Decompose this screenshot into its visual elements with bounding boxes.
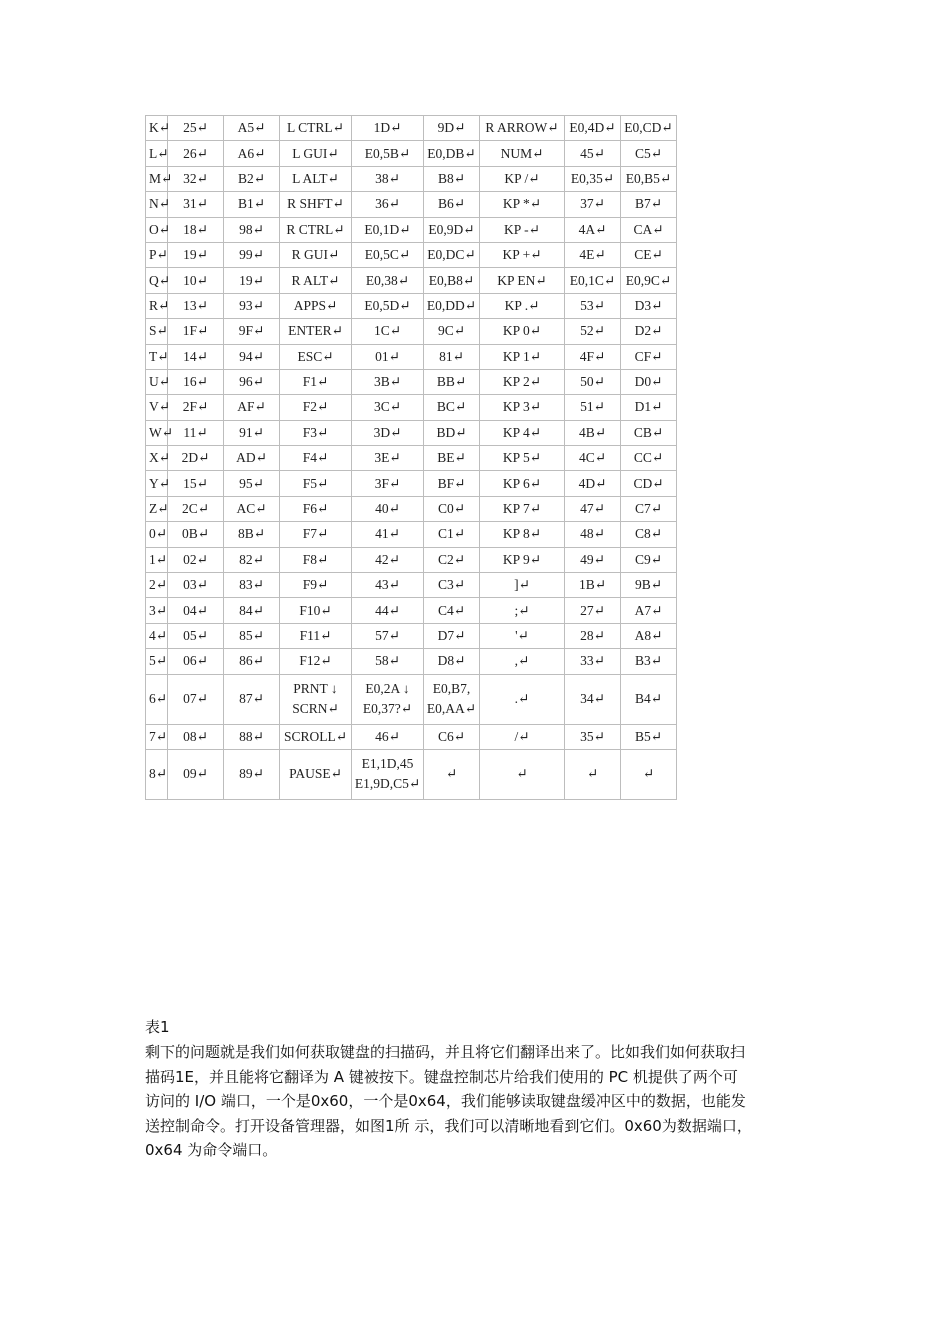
table-row [146, 319, 677, 344]
table-cell: 4B↵ [565, 420, 621, 445]
table-cell: 9D↵ [424, 116, 480, 141]
table-row [146, 547, 677, 572]
table-cell: 27↵ [565, 598, 621, 623]
table-cell: B1↵ [224, 192, 280, 217]
table-cell: .↵ [480, 674, 565, 724]
table-cell: ,↵ [480, 649, 565, 674]
table-cell: C5↵ [621, 141, 677, 166]
table-row [146, 724, 677, 749]
table-cell: 4D↵ [565, 471, 621, 496]
table-cell: KP 9↵ [480, 547, 565, 572]
table-row [146, 649, 677, 674]
table-cell: 38↵ [352, 166, 424, 191]
table-cell: AF↵ [224, 395, 280, 420]
table-cell: C6↵ [424, 724, 480, 749]
table-cell: 26↵ [168, 141, 224, 166]
table-cell: 81↵ [424, 344, 480, 369]
table-cell: 01↵ [352, 344, 424, 369]
table-cell: KP +↵ [480, 242, 565, 267]
table-cell: 1D↵ [352, 116, 424, 141]
table-cell: F10↵ [280, 598, 352, 623]
table-cell: 35↵ [565, 724, 621, 749]
table-cell: 34↵ [565, 674, 621, 724]
table-caption: 表1 [145, 1018, 170, 1036]
table-cell: 14↵ [168, 344, 224, 369]
table-cell: KP 8↵ [480, 522, 565, 547]
table-cell: 08↵ [168, 724, 224, 749]
table-cell: 89↵ [224, 749, 280, 799]
table-cell: 0B↵ [168, 522, 224, 547]
table-cell: K↵ [146, 116, 168, 141]
table-cell: 3E↵ [352, 446, 424, 471]
table-cell: 31↵ [168, 192, 224, 217]
paragraph-line: 描码1E，并且能将它翻译为 A 键被按下。键盘控制芯片给我们使用的 PC 机提供了两个可 [145, 1067, 738, 1086]
table-cell: R CTRL↵ [280, 217, 352, 242]
table-cell: 93↵ [224, 293, 280, 318]
table-cell: Z↵ [146, 496, 168, 521]
table-cell: F8↵ [280, 547, 352, 572]
paragraph-line: 0x64 为命令端口。 [145, 1141, 278, 1159]
table-cell: BC↵ [424, 395, 480, 420]
table-cell: 46↵ [352, 724, 424, 749]
table-cell: 3C↵ [352, 395, 424, 420]
table-cell: E0,DB↵ [424, 141, 480, 166]
table-cell: PRNT ↓ SCRN↵ [280, 674, 352, 724]
table-cell: V↵ [146, 395, 168, 420]
table-row [146, 242, 677, 267]
table-cell: 95↵ [224, 471, 280, 496]
table-row [146, 420, 677, 445]
table-cell: M↵ [146, 166, 168, 191]
table-cell: AD↵ [224, 446, 280, 471]
table-cell: ↵ [565, 749, 621, 799]
table-cell: 9F↵ [224, 319, 280, 344]
table-cell: 9B↵ [621, 573, 677, 598]
table-cell: 2C↵ [168, 496, 224, 521]
table-cell: B6↵ [424, 192, 480, 217]
table-cell: NUM↵ [480, 141, 565, 166]
table-cell: 4F↵ [565, 344, 621, 369]
table-cell: E0,4D↵ [565, 116, 621, 141]
table-cell: 03↵ [168, 573, 224, 598]
table-cell: 47↵ [565, 496, 621, 521]
table-row [146, 369, 677, 394]
table-cell: KP EN↵ [480, 268, 565, 293]
table-cell: KP 0↵ [480, 319, 565, 344]
table-cell: 48↵ [565, 522, 621, 547]
table-cell: B4↵ [621, 674, 677, 724]
table-cell: C3↵ [424, 573, 480, 598]
table-cell: 8↵ [146, 749, 168, 799]
table-row [146, 623, 677, 648]
table-row [146, 344, 677, 369]
table-cell: ↵ [424, 749, 480, 799]
table-cell: KP -↵ [480, 217, 565, 242]
paragraph-line: 送控制命令。打开设备管理器，如图1所 示，我们可以清晰地看到它们。0x60为数据端口， [145, 1116, 752, 1135]
table-cell: ESC↵ [280, 344, 352, 369]
table-cell: ↵ [480, 749, 565, 799]
table-cell: F2↵ [280, 395, 352, 420]
table-row [146, 471, 677, 496]
table-cell: 18↵ [168, 217, 224, 242]
table-row [146, 268, 677, 293]
table-cell: Q↵ [146, 268, 168, 293]
table-cell: F1↵ [280, 369, 352, 394]
table-cell: D3↵ [621, 293, 677, 318]
table-cell: E0,9D↵ [424, 217, 480, 242]
table-cell: 9C↵ [424, 319, 480, 344]
table-cell: SCROLL↵ [280, 724, 352, 749]
table-cell: 1B↵ [565, 573, 621, 598]
table-cell: 51↵ [565, 395, 621, 420]
table-cell: E0,CD↵ [621, 116, 677, 141]
table-cell: F12↵ [280, 649, 352, 674]
table-cell: B7↵ [621, 192, 677, 217]
table-cell: 37↵ [565, 192, 621, 217]
table-cell: E0,1C↵ [565, 268, 621, 293]
table-cell: 87↵ [224, 674, 280, 724]
table-row [146, 522, 677, 547]
table-row [146, 141, 677, 166]
table-cell: F7↵ [280, 522, 352, 547]
table-cell: 2D↵ [168, 446, 224, 471]
table-cell: R SHFT↵ [280, 192, 352, 217]
table-cell: 4C↵ [565, 446, 621, 471]
table-cell: F4↵ [280, 446, 352, 471]
table-cell: E0,35↵ [565, 166, 621, 191]
table-cell: 94↵ [224, 344, 280, 369]
table-cell: 1F↵ [168, 319, 224, 344]
table-cell: 96↵ [224, 369, 280, 394]
table-cell: 13↵ [168, 293, 224, 318]
table-cell: 02↵ [168, 547, 224, 572]
table-cell: 83↵ [224, 573, 280, 598]
table-cell: S↵ [146, 319, 168, 344]
table-cell: 06↵ [168, 649, 224, 674]
table-cell: 04↵ [168, 598, 224, 623]
table-cell: CE↵ [621, 242, 677, 267]
table-cell: 6↵ [146, 674, 168, 724]
table-cell: 16↵ [168, 369, 224, 394]
table-cell: C9↵ [621, 547, 677, 572]
table-cell: CB↵ [621, 420, 677, 445]
table-cell: D7↵ [424, 623, 480, 648]
table-cell: /↵ [480, 724, 565, 749]
table-cell: 07↵ [168, 674, 224, 724]
table-cell: F3↵ [280, 420, 352, 445]
table-cell: F6↵ [280, 496, 352, 521]
table-cell: 2F↵ [168, 395, 224, 420]
table-row [146, 395, 677, 420]
table-cell: KP /↵ [480, 166, 565, 191]
table-cell: 7↵ [146, 724, 168, 749]
table-cell: KP 4↵ [480, 420, 565, 445]
table-row [146, 217, 677, 242]
table-cell: ]↵ [480, 573, 565, 598]
table-cell: BD↵ [424, 420, 480, 445]
table-cell: 1C↵ [352, 319, 424, 344]
table-cell: E0,B5↵ [621, 166, 677, 191]
table-cell: R ALT↵ [280, 268, 352, 293]
table-cell: 4↵ [146, 623, 168, 648]
table-cell: 3D↵ [352, 420, 424, 445]
table-cell: O↵ [146, 217, 168, 242]
table-cell: C1↵ [424, 522, 480, 547]
table-cell: BB↵ [424, 369, 480, 394]
table-cell: B5↵ [621, 724, 677, 749]
table-cell: 4E↵ [565, 242, 621, 267]
table-cell: 32↵ [168, 166, 224, 191]
table-cell: 33↵ [565, 649, 621, 674]
table-cell: BF↵ [424, 471, 480, 496]
table-cell: 44↵ [352, 598, 424, 623]
table-cell: AC↵ [224, 496, 280, 521]
table-cell: ↵ [621, 749, 677, 799]
table-cell: B2↵ [224, 166, 280, 191]
table-cell: D0↵ [621, 369, 677, 394]
table-cell: 58↵ [352, 649, 424, 674]
table-cell: 15↵ [168, 471, 224, 496]
table-cell: T↵ [146, 344, 168, 369]
table-cell: 10↵ [168, 268, 224, 293]
table-cell: N↵ [146, 192, 168, 217]
table-cell: 57↵ [352, 623, 424, 648]
table-cell: A7↵ [621, 598, 677, 623]
table-cell: CC↵ [621, 446, 677, 471]
table-cell: A8↵ [621, 623, 677, 648]
table-cell: E0,9C↵ [621, 268, 677, 293]
scan-code-table-body [146, 116, 677, 800]
table-cell: 19↵ [224, 268, 280, 293]
table-cell: 19↵ [168, 242, 224, 267]
body-paragraph [145, 1040, 810, 1163]
table-cell: 3B↵ [352, 369, 424, 394]
table-cell: C4↵ [424, 598, 480, 623]
table-cell: C0↵ [424, 496, 480, 521]
table-cell: E0,5B↵ [352, 141, 424, 166]
table-cell: CA↵ [621, 217, 677, 242]
table-cell: 05↵ [168, 623, 224, 648]
table-cell: R ARROW↵ [480, 116, 565, 141]
table-row [146, 573, 677, 598]
table-cell: 3↵ [146, 598, 168, 623]
table-cell: E0,1D↵ [352, 217, 424, 242]
table-cell: 49↵ [565, 547, 621, 572]
table-row [146, 192, 677, 217]
table-cell: KP *↵ [480, 192, 565, 217]
table-cell: 40↵ [352, 496, 424, 521]
table-row [146, 166, 677, 191]
table-cell: 86↵ [224, 649, 280, 674]
table-cell: 85↵ [224, 623, 280, 648]
table-cell: 98↵ [224, 217, 280, 242]
table-row [146, 749, 677, 799]
table-cell: 25↵ [168, 116, 224, 141]
table-cell: 50↵ [565, 369, 621, 394]
table-cell: 43↵ [352, 573, 424, 598]
table-cell: KP 7↵ [480, 496, 565, 521]
table-cell: CD↵ [621, 471, 677, 496]
table-cell: 41↵ [352, 522, 424, 547]
table-cell: 11↵ [168, 420, 224, 445]
table-cell: 09↵ [168, 749, 224, 799]
table-row [146, 293, 677, 318]
table-row [146, 116, 677, 141]
table-cell: E0,38↵ [352, 268, 424, 293]
table-cell: C2↵ [424, 547, 480, 572]
table-cell: W↵ [146, 420, 168, 445]
table-cell: U↵ [146, 369, 168, 394]
table-cell: PAUSE↵ [280, 749, 352, 799]
table-cell: ;↵ [480, 598, 565, 623]
table-cell: D8↵ [424, 649, 480, 674]
table-cell: 0↵ [146, 522, 168, 547]
table-cell: P↵ [146, 242, 168, 267]
table-cell: L ALT↵ [280, 166, 352, 191]
table-cell: 91↵ [224, 420, 280, 445]
table-cell: X↵ [146, 446, 168, 471]
table-cell: L↵ [146, 141, 168, 166]
table-row [146, 446, 677, 471]
table-cell: 36↵ [352, 192, 424, 217]
table-cell: A5↵ [224, 116, 280, 141]
table-cell: KP 3↵ [480, 395, 565, 420]
scan-code-table [145, 115, 677, 800]
table-cell: 3F↵ [352, 471, 424, 496]
paragraph-line: 剩下的问题就是我们如何获取键盘的扫描码，并且将它们翻译出来了。比如我们如何获取扫 [145, 1043, 746, 1061]
table-cell: E0,2A ↓ E0,37?↵ [352, 674, 424, 724]
table-cell: CF↵ [621, 344, 677, 369]
table-cell: 4A↵ [565, 217, 621, 242]
table-cell: E1,1D,45 E1,9D,C5↵ [352, 749, 424, 799]
table-cell: C7↵ [621, 496, 677, 521]
table-cell: E0,B7, E0,AA↵ [424, 674, 480, 724]
table-cell: A6↵ [224, 141, 280, 166]
table-cell: F11↵ [280, 623, 352, 648]
table-cell: 1↵ [146, 547, 168, 572]
table-cell: 28↵ [565, 623, 621, 648]
table-row [146, 496, 677, 521]
table-cell: E0,DD↵ [424, 293, 480, 318]
table-cell: APPS↵ [280, 293, 352, 318]
table-cell: L CTRL↵ [280, 116, 352, 141]
table-cell: Y↵ [146, 471, 168, 496]
table-cell: C8↵ [621, 522, 677, 547]
paragraph-line: 访问的 I/O 端口，一个是0x60，一个是0x64，我们能够读取键盘缓冲区中的数据，也能发 [145, 1092, 746, 1110]
table-row [146, 674, 677, 724]
table-cell: BE↵ [424, 446, 480, 471]
table-cell: KP 5↵ [480, 446, 565, 471]
table-cell: '↵ [480, 623, 565, 648]
table-cell: L GUI↵ [280, 141, 352, 166]
table-cell: KP 1↵ [480, 344, 565, 369]
table-cell: KP .↵ [480, 293, 565, 318]
table-cell: R GUI↵ [280, 242, 352, 267]
table-cell: 88↵ [224, 724, 280, 749]
table-cell: R↵ [146, 293, 168, 318]
table-cell: 2↵ [146, 573, 168, 598]
table-cell: KP 2↵ [480, 369, 565, 394]
table-cell: F9↵ [280, 573, 352, 598]
table-cell: F5↵ [280, 471, 352, 496]
table-cell: B3↵ [621, 649, 677, 674]
table-cell: E0,DC↵ [424, 242, 480, 267]
table-cell: 84↵ [224, 598, 280, 623]
table-cell: 99↵ [224, 242, 280, 267]
table-cell: D2↵ [621, 319, 677, 344]
table-cell: 53↵ [565, 293, 621, 318]
table-cell: E0,5D↵ [352, 293, 424, 318]
table-cell: 42↵ [352, 547, 424, 572]
table-cell: E0,B8↵ [424, 268, 480, 293]
table-cell: 45↵ [565, 141, 621, 166]
table-cell: 82↵ [224, 547, 280, 572]
table-row [146, 598, 677, 623]
table-cell: E0,5C↵ [352, 242, 424, 267]
table-cell: 8B↵ [224, 522, 280, 547]
table-cell: D1↵ [621, 395, 677, 420]
table-cell: 52↵ [565, 319, 621, 344]
table-cell: 5↵ [146, 649, 168, 674]
table-cell: ENTER↵ [280, 319, 352, 344]
table-cell: B8↵ [424, 166, 480, 191]
table-cell: KP 6↵ [480, 471, 565, 496]
